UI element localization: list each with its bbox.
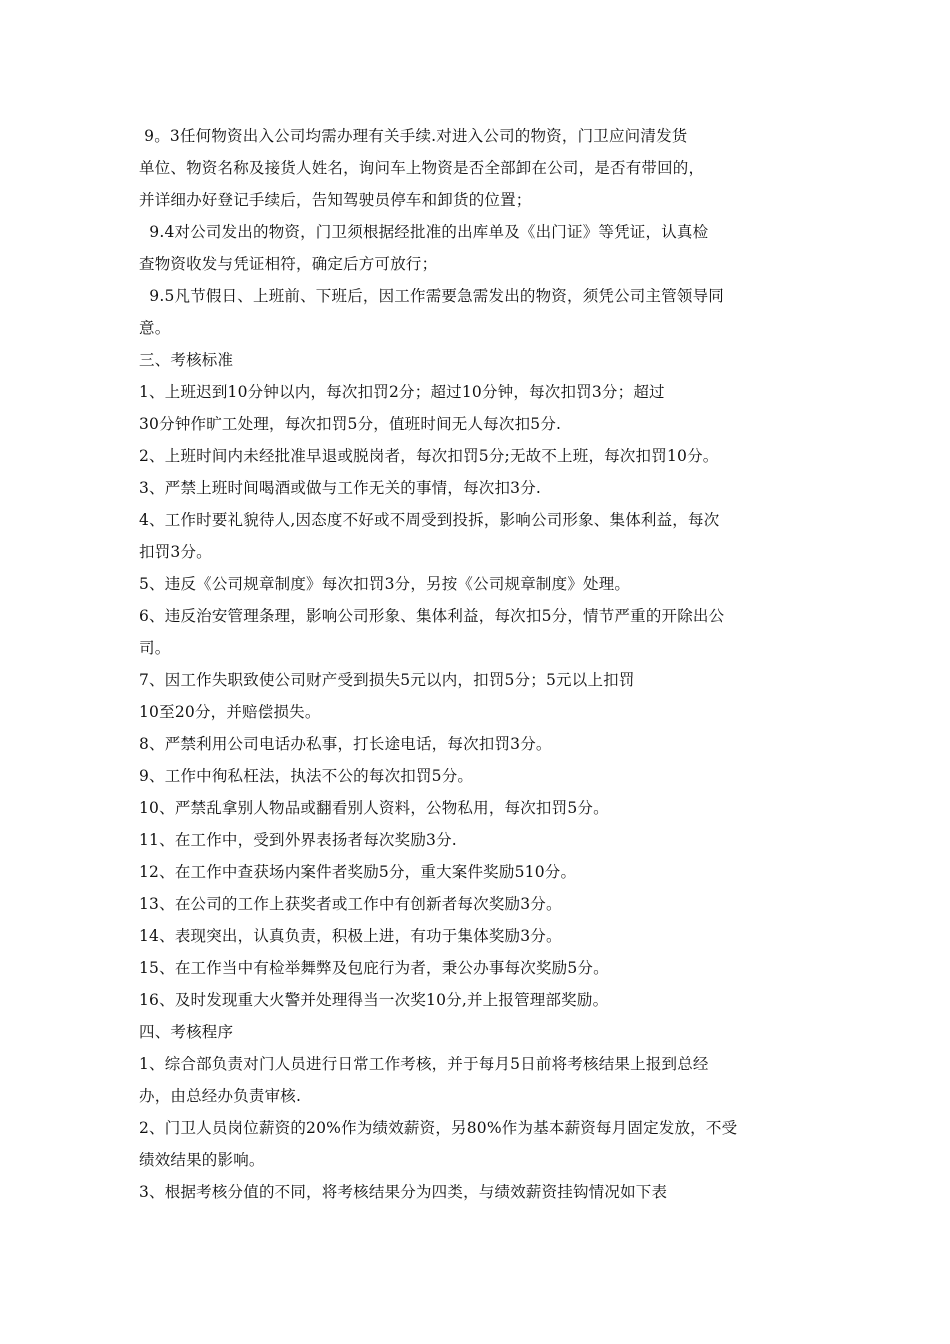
text-line: 扣罚3分。 xyxy=(139,543,212,561)
text-line: 7、因工作失职致使公司财产受到损失5元以内，扣罚5分；5元以上扣罚 xyxy=(139,671,635,689)
text-line: 9.4对公司发出的物资，门卫须根据经批准的出库单及《出门证》等凭证，认真检 xyxy=(139,223,709,241)
text-line: 10至20分，并赔偿损失。 xyxy=(139,703,321,721)
text-line: 12、在工作中查获场内案件者奖励5分，重大案件奖励510分。 xyxy=(139,863,577,881)
text-line: 绩效结果的影响。 xyxy=(139,1151,265,1169)
text-line: 9、工作中徇私枉法，执法不公的每次扣罚5分。 xyxy=(139,767,474,785)
text-line: 10、严禁乱拿别人物品或翻看别人资料，公物私用，每次扣罚5分。 xyxy=(139,799,609,817)
text-line: 2、门卫人员岗位薪资的20%作为绩效薪资，另80%作为基本薪资每月固定发放，不受 xyxy=(139,1119,738,1137)
text-line: 11、在工作中，受到外界表扬者每次奖励3分. xyxy=(139,831,457,849)
text-line: 9。3任何物资出入公司均需办理有关手续.对进入公司的物资，门卫应问清发货 xyxy=(139,127,688,145)
section-heading: 三、考核标准 xyxy=(139,351,234,369)
text-line: 2、上班时间内未经批准早退或脱岗者，每次扣罚5分;无故不上班，每次扣罚10分。 xyxy=(139,447,719,465)
text-line: 1、综合部负责对门人员进行日常工作考核，并于每月5日前将考核结果上报到总经 xyxy=(139,1055,709,1073)
text-line: 16、及时发现重大火警并处理得当一次奖10分,并上报管理部奖励。 xyxy=(139,991,609,1009)
text-line: 单位、物资名称及接货人姓名，询问车上物资是否全部卸在公司，是否有带回的， xyxy=(139,159,705,177)
text-line: 司。 xyxy=(139,639,171,657)
text-line: 1、上班迟到10分钟以内，每次扣罚2分；超过10分钟，每次扣罚3分；超过 xyxy=(139,383,665,401)
text-line: 8、严禁利用公司电话办私事，打长途电话，每次扣罚3分。 xyxy=(139,735,552,753)
text-line: 5、违反《公司规章制度》每次扣罚3分，另按《公司规章制度》处理。 xyxy=(139,575,631,593)
section-heading: 四、考核程序 xyxy=(139,1023,234,1041)
text-line: 13、在公司的工作上获奖者或工作中有创新者每次奖励3分。 xyxy=(139,895,562,913)
text-line: 9.5凡节假日、上班前、下班后，因工作需要急需发出的物资，须凭公司主管领导同 xyxy=(139,287,725,305)
text-line: 查物资收发与凭证相符，确定后方可放行； xyxy=(139,255,438,273)
text-line: 15、在工作当中有检举舞弊及包庇行为者，秉公办事每次奖励5分。 xyxy=(139,959,609,977)
text-line: 3、严禁上班时间喝酒或做与工作无关的事情，每次扣3分. xyxy=(139,479,542,497)
text-line: 6、违反治安管理条理，影响公司形象、集体利益，每次扣5分，情节严重的开除出公 xyxy=(139,607,725,625)
text-line: 办，由总经办负责审核. xyxy=(139,1087,302,1105)
document-body xyxy=(139,120,829,1208)
text-line: 14、表现突出，认真负责，积极上进，有功于集体奖励3分。 xyxy=(139,927,562,945)
text-line: 意。 xyxy=(139,319,171,337)
text-line: 30分钟作旷工处理，每次扣罚5分，值班时间无人每次扣5分. xyxy=(139,415,562,433)
text-line: 3、根据考核分值的不同，将考核结果分为四类，与绩效薪资挂钩情况如下表 xyxy=(139,1183,668,1201)
text-line: 并详细办好登记手续后，告知驾驶员停车和卸货的位置； xyxy=(139,191,532,209)
text-line: 4、工作时要礼貌待人,因态度不好或不周受到投拆，影响公司形象、集体利益，每次 xyxy=(139,511,720,529)
